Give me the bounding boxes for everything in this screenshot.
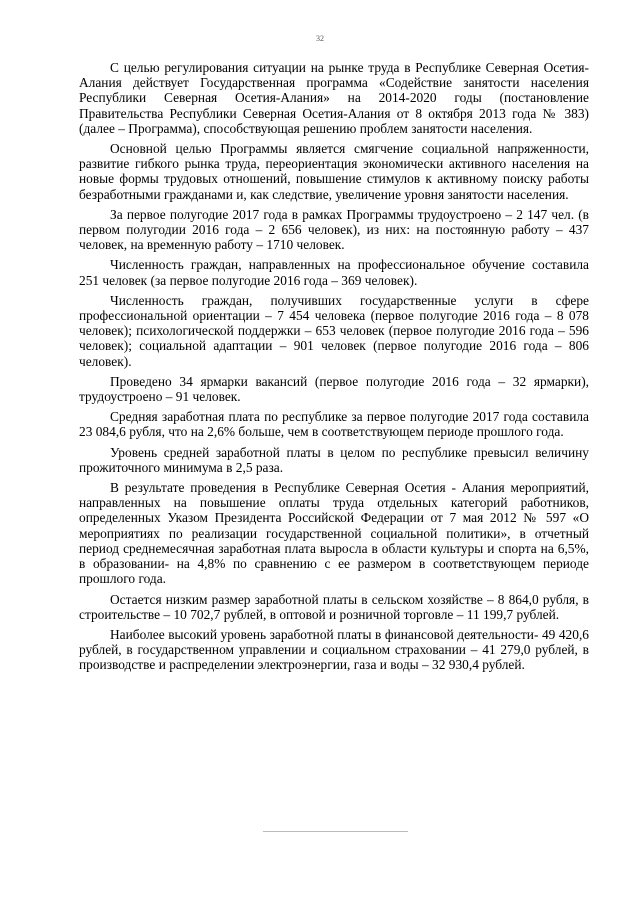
paragraph-high-salaries: Наиболее высокий уровень заработной платы в финансовой деятельности- 49 420,6 рублей, в государственном управлении и социальном страховании – 41 279,0 рублей, в производстве и распределении электроэнергии, газа и воды – 32 930,4 рублей. <box>79 626 589 673</box>
paragraph-subsistence-minimum: Уровень средней заработной платы в целом по республике превысил величину прожиточного минимума в 2,5 раза. <box>79 444 589 475</box>
paragraph-employment-program: С целью регулирования ситуации на рынке труда в Республике Северная Осетия-Алания действует Государственная программа «Содействие занятости населения Республики Северная Осетия-Алания» на 2014-2020 годы (постановление Правительства Республики Северная Осетия-Алания от 8 октября 2013 года № 383) (далее – Программа), способствующая решению проблем занятости населения. <box>79 60 589 136</box>
paragraph-program-goal: Основной целью Программы является смягчение социальной напряженности, развитие гибкого рынка труда, переориентация экономически активного населения на новые формы трудовых отношений, повышение стимулов к активному поиску работы безработными гражданами и, как следствие, увеличение уровня занятости населения. <box>79 141 589 202</box>
body-text <box>79 60 589 678</box>
paragraph-job-fairs: Проведено 34 ярмарки вакансий (первое полугодие 2016 года – 32 ярмарки), трудоустроено – 91 человек. <box>79 373 589 405</box>
paragraph-presidential-decree: В результате проведения в Республике Северная Осетия - Алания мероприятий, направленных на повышение оплаты труда отдельных категорий работников, определенных Указом Президента Российской Федерации от 7 мая 2012 № 597 «О мероприятиях по реализации государственной социальной политики», в отчетный период среднемесячная заработная плата выросла в области культуры и спорта на 6,5%, в образовании- на 4,8% по сравнению с ее размером в соответствующем периоде прошлого года. <box>79 480 589 587</box>
paragraph-average-salary: Средняя заработная плата по республике за первое полугодие 2017 года составила 23 084,6 рубля, что на 2,6% больше, чем в соответствующем периоде прошлого года. <box>79 409 589 440</box>
paragraph-state-services: Численность граждан, получивших государственные услуги в сфере профессиональной ориентации – 7 454 человека (первое полугодие 2016 года – 8 078 человек); психологической поддержки – 653 человек (первое полугодие 2016 года – 596 человек); социальной адаптации – 901 человек (первое полугодие 2016 года – 806 человек). <box>79 292 589 369</box>
paragraph-vocational-training: Численность граждан, направленных на профессиональное обучение составила 251 человек (за первое полугодие 2016 года – 369 человек). <box>79 257 589 288</box>
paragraph-employed-count: За первое полугодие 2017 года в рамках Программы трудоустроено – 2 147 чел. (в первом полугодии 2016 года – 2 656 человек), из них: на постоянную работу – 437 человек, на временную работу – 1710 человек. <box>79 206 589 253</box>
footer-divider <box>263 831 408 832</box>
page-number: 32 <box>316 34 324 43</box>
paragraph-low-salaries: Остается низким размер заработной платы в сельском хозяйстве – 8 864,0 рубля, в строительстве – 10 702,7 рублей, в оптовой и розничной торговле – 11 199,7 рублей. <box>79 591 589 622</box>
